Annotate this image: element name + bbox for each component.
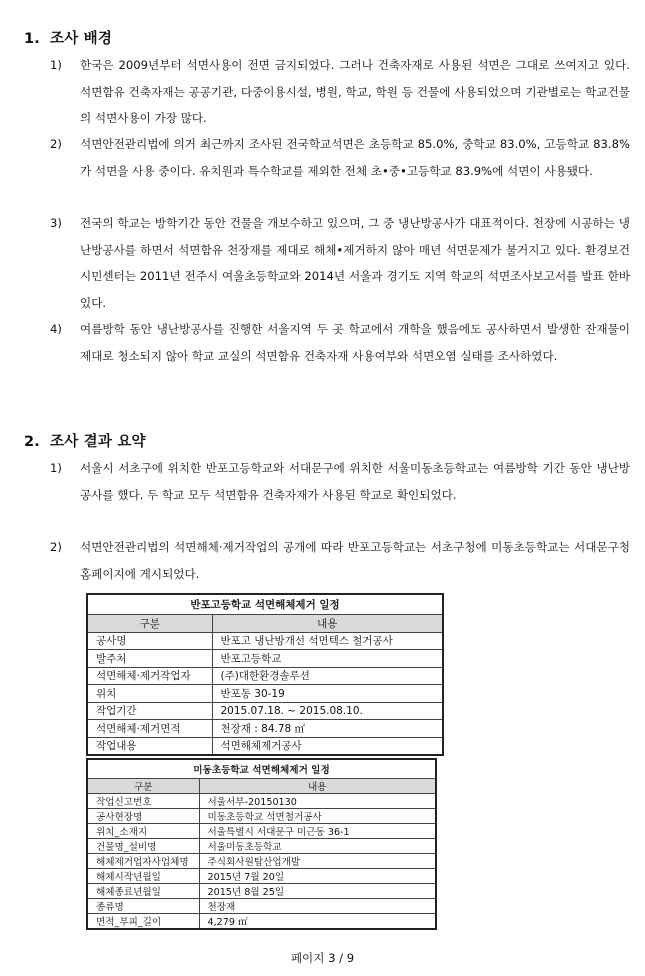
table-header-row — [87, 615, 443, 633]
section-title: 조사 결과 요약 — [50, 434, 146, 450]
row-value: 반포고 냉난방개선 석면텍스 철거공사 — [212, 632, 443, 650]
list-item-number: 2) — [50, 540, 62, 554]
row-value: 서울특별시 서대문구 미근동 36-1 — [199, 824, 436, 839]
section-number: 1. — [24, 31, 40, 47]
row-label: 건물명_설비명 — [87, 839, 199, 854]
list-item-text: 한국은 2009년부터 석면사용이 전면 금지되었다. 그러나 건축자재로 사용된 석면은 그대로 쓰여지고 있다. 석면함유 건축자재는 공공기관, 다중이용시설, 병원, 학교, 학원 등 건물에 사용되었으며 기관별로는 학교건물의 석면사용이 가장 많다. — [80, 58, 630, 125]
list-item-text: 석면안전관리법에 의거 최근까지 조사된 전국학교석면은 초등학교 85.0%, 중학교 83.0%, 고등학교 83.8%가 석면을 사용 중이다. 유치원과 특수학교를 제외한 전체 초•중•고등학교 83.9%에 석면이 사용됐다. — [80, 137, 630, 178]
table-row — [87, 824, 436, 839]
row-label: 해체시작년월일 — [87, 869, 199, 884]
list-item-text: 여름방학 동안 냉난방공사를 진행한 서울지역 두 곳 학교에서 개학을 했음에도 공사하면서 발생한 잔재물이 제대로 청소되지 않아 학교 교실의 석면함유 건축자재 사용여부와 석면오염 실태를 조사하였다. — [80, 322, 630, 363]
list-item-number: 1) — [50, 58, 62, 72]
list-item-text: 전국의 학교는 방학기간 동안 건물을 개보수하고 있으며, 그 중 냉난방공사가 대표적이다. 천장에 시공하는 냉난방공사를 하면서 석면함유 천장재를 제대로 해체•제거하지 않아 매년 석면문제가 불거지고 있다. 환경보건시민센터는 2011년 전주시 여울초등학교와 2014년 서울과 경기도 지역 학교의 석면조사보고서를 발표 한바 있다. — [80, 216, 630, 310]
row-label: 석면해체·제거면적 — [87, 720, 212, 738]
row-label: 작업기간 — [87, 702, 212, 720]
row-value: 서울미동초등학교 — [199, 839, 436, 854]
table-header-row — [87, 779, 436, 794]
table-row — [87, 839, 436, 854]
row-label: 석면해체·제거작업자 — [87, 667, 212, 685]
table-row — [87, 632, 443, 650]
table-row — [87, 685, 443, 703]
column-header: 구분 — [87, 779, 199, 794]
table-row — [87, 737, 443, 755]
row-value: 석면해체제거공사 — [212, 737, 443, 755]
table-row — [87, 702, 443, 720]
list-item — [50, 131, 630, 184]
list-item-number: 1) — [50, 461, 62, 475]
table-title: 미동초등학교 석면해체제거 일정 — [87, 759, 436, 779]
list-item-text: 석면안전관리법의 석면해체·제거작업의 공개에 따라 반포고등학교는 서초구청에 미동초등학교는 서대문구청 홈페이지에 게시되었다. — [80, 540, 630, 581]
row-value: 반포고등학교 — [212, 650, 443, 668]
row-label: 종류명 — [87, 899, 199, 914]
list-item-text: 서울시 서초구에 위치한 반포고등학교와 서대문구에 위치한 서울미동초등학교는 여름방학 기간 동안 냉난방공사를 했다. 두 학교 모두 석면함유 건축자재가 사용된 학교로 확인되었다. — [80, 461, 630, 502]
list-item — [50, 455, 630, 508]
list-item — [50, 316, 630, 369]
row-value: 천장재 : 84.78 ㎡ — [212, 720, 443, 738]
column-header: 내용 — [212, 615, 443, 633]
list-item-number: 4) — [50, 322, 62, 336]
section-heading-summary — [24, 430, 146, 451]
page-number: 페이지 3 / 9 — [290, 951, 355, 965]
row-label: 해체제거업자사업체명 — [87, 854, 199, 869]
list-item — [50, 210, 630, 316]
table-title-row — [87, 594, 443, 615]
table-row — [87, 914, 436, 930]
row-value: 2015년 7월 20일 — [199, 869, 436, 884]
section-title: 조사 배경 — [50, 31, 113, 47]
list-item — [50, 534, 630, 587]
row-label: 위치_소재지 — [87, 824, 199, 839]
table-title: 반포고등학교 석면해체제거 일정 — [87, 594, 443, 615]
list-item — [50, 52, 630, 132]
row-label: 작업신고번호 — [87, 794, 199, 809]
row-value: 2015년 8월 25일 — [199, 884, 436, 899]
row-label: 공사명 — [87, 632, 212, 650]
section-heading-background — [24, 27, 112, 48]
table-row — [87, 720, 443, 738]
row-value: 주식회사원탑산업개발 — [199, 854, 436, 869]
row-label: 위치 — [87, 685, 212, 703]
row-label: 면적_부피_길이 — [87, 914, 199, 930]
table-row — [87, 899, 436, 914]
table-row — [87, 809, 436, 824]
table-row — [87, 854, 436, 869]
banpo-schedule-table — [86, 593, 444, 756]
row-value: 천장재 — [199, 899, 436, 914]
row-value: (주)대한환경솔루션 — [212, 667, 443, 685]
midong-schedule-table — [86, 758, 437, 930]
row-value: 반포동 30-19 — [212, 685, 443, 703]
list-item-number: 3) — [50, 216, 62, 230]
row-value: 2015.07.18. ~ 2015.08.10. — [212, 702, 443, 720]
row-value: 서울서부-20150130 — [199, 794, 436, 809]
table-row — [87, 884, 436, 899]
row-label: 발주처 — [87, 650, 212, 668]
table-row — [87, 650, 443, 668]
section-number: 2. — [24, 434, 40, 450]
list-item-number: 2) — [50, 137, 62, 151]
table-row — [87, 667, 443, 685]
row-value: 미동초등학교 석면철거공사 — [199, 809, 436, 824]
table-row — [87, 794, 436, 809]
table-title-row — [87, 759, 436, 779]
row-label: 작업내용 — [87, 737, 212, 755]
column-header: 내용 — [199, 779, 436, 794]
row-value: 4,279 ㎡ — [199, 914, 436, 930]
row-label: 공사현장명 — [87, 809, 199, 824]
row-label: 해체종료년월일 — [87, 884, 199, 899]
table-row — [87, 869, 436, 884]
column-header: 구분 — [87, 615, 212, 633]
